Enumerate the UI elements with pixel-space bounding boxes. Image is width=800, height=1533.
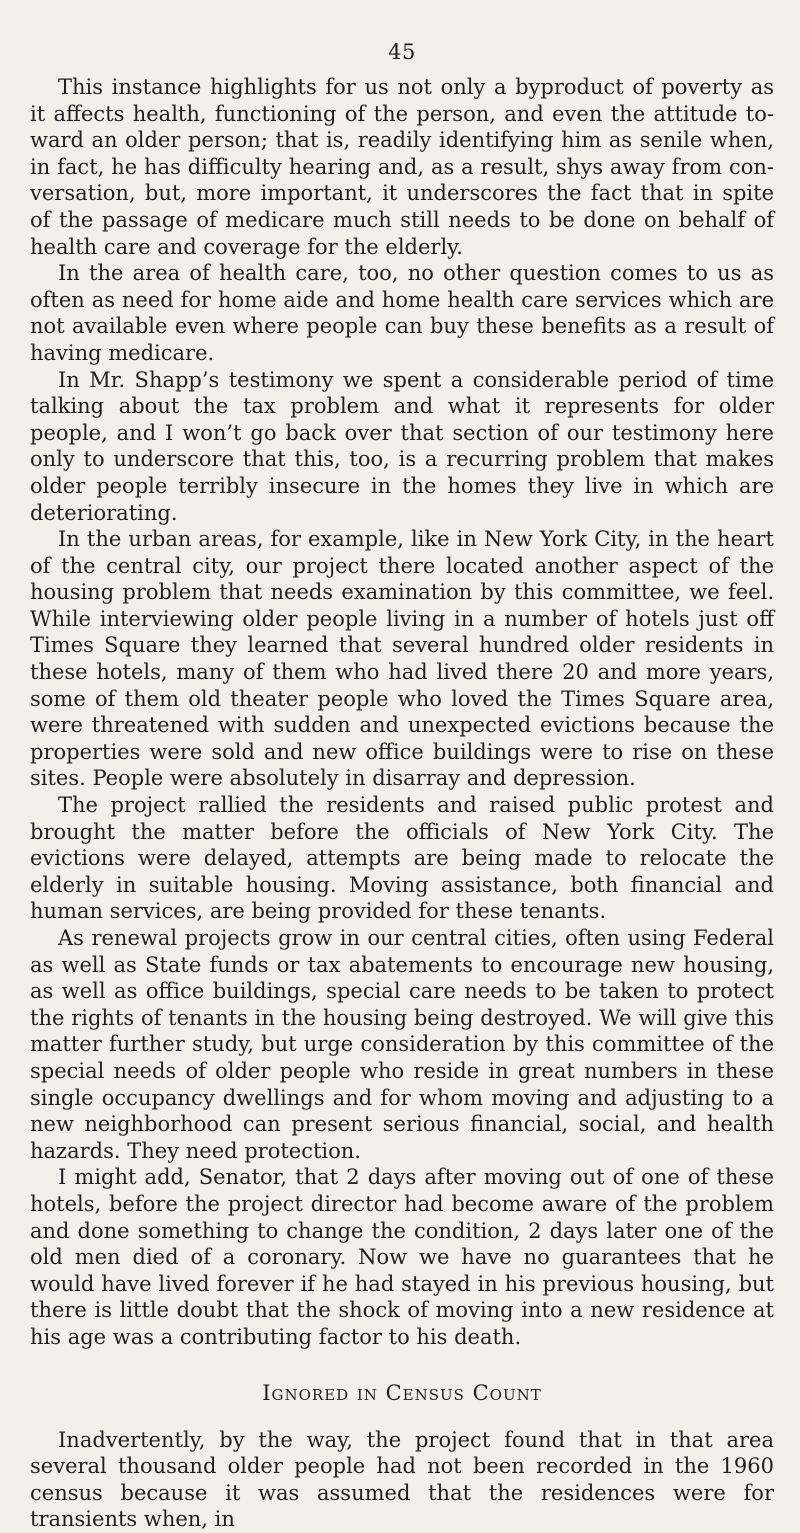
paragraph: As renewal projects grow in our central cities, often using Federal as well as State funds or tax abatements to encourage new housing, as well as office buildings, special care needs to be taken to protect the rights of tenants in the housing being destroyed. We will give this matter further study, but urge consideration by this committee of the special needs of older people who reside in great numbers in these single occupancy dwellings and for whom moving and adjusting to a new neighborhood can present serious financial, social, and health hazards. They need protection. [30, 926, 774, 1163]
paragraph: In the area of health care, too, no other question comes to us as often as need for home aide and home health care services which are not available even where people can buy these benefits as a result of having medicare. [30, 261, 774, 365]
paragraph: I might add, Senator, that 2 days after moving out of one of these hotels, before the project director had become aware of the problem and done something to change the condition, 2 days later one of the old men died of a coronary. Now we have no guarantees that he would have lived forever if he had stayed in his previous housing, but there is little doubt that the shock of moving into a new residence at his age was a contributing factor to his death. [30, 1165, 774, 1349]
section-heading: Ignored in Census Count [262, 1380, 542, 1405]
paragraph: This instance highlights for us not only a byproduct of poverty as it affects health, functioning of the person, and even the attitude toward an older person; that is, readily identifying him as senile when, in fact, he has difficulty hearing and, as a result, shys away from conversation, but, more important, it underscores the fact that in spite of the passage of medicare much still needs to be done on behalf of health care and coverage for the elderly. [30, 75, 774, 259]
paragraph: In Mr. Shapp’s testimony we spent a considerable period of time talking about the tax problem and what it represents for older people, and I won’t go back over that section of our testimony here only to underscore that this, too, is a recurring problem that makes older people terribly insecure in the homes they live in which are deteriorating. [30, 367, 774, 525]
body-text-top [30, 74, 774, 1351]
paragraph: The project rallied the residents and raised public protest and brought the matter before the officials of New York City. The evictions were delayed, attempts are being made to relocate the elderly in suitable housing. Moving assistance, both financial and human services, are being provided for these tenants. [30, 793, 774, 924]
paragraph: Inadvertently, by the way, the project found that in that area several thousand older people had not been recorded in the 1960 census because it was assumed that the residences were for transients when, in [30, 1427, 774, 1532]
body-text-bottom [30, 1427, 774, 1533]
page-number: 45 [388, 40, 416, 64]
paragraph: In the urban areas, for example, like in New York City, in the heart of the central city, our project there located another aspect of the housing problem that needs examination by this committee, we feel. While interviewing older people living in a number of hotels just off Times Square they learned that several hundred older residents in these hotels, many of them who had lived there 20 and more years, some of them old theater people who loved the Times Square area, were threatened with sudden and unexpected evictions because the properties were sold and new office buildings were to rise on these sites. People were absolutely in disarray and depression. [30, 527, 774, 791]
